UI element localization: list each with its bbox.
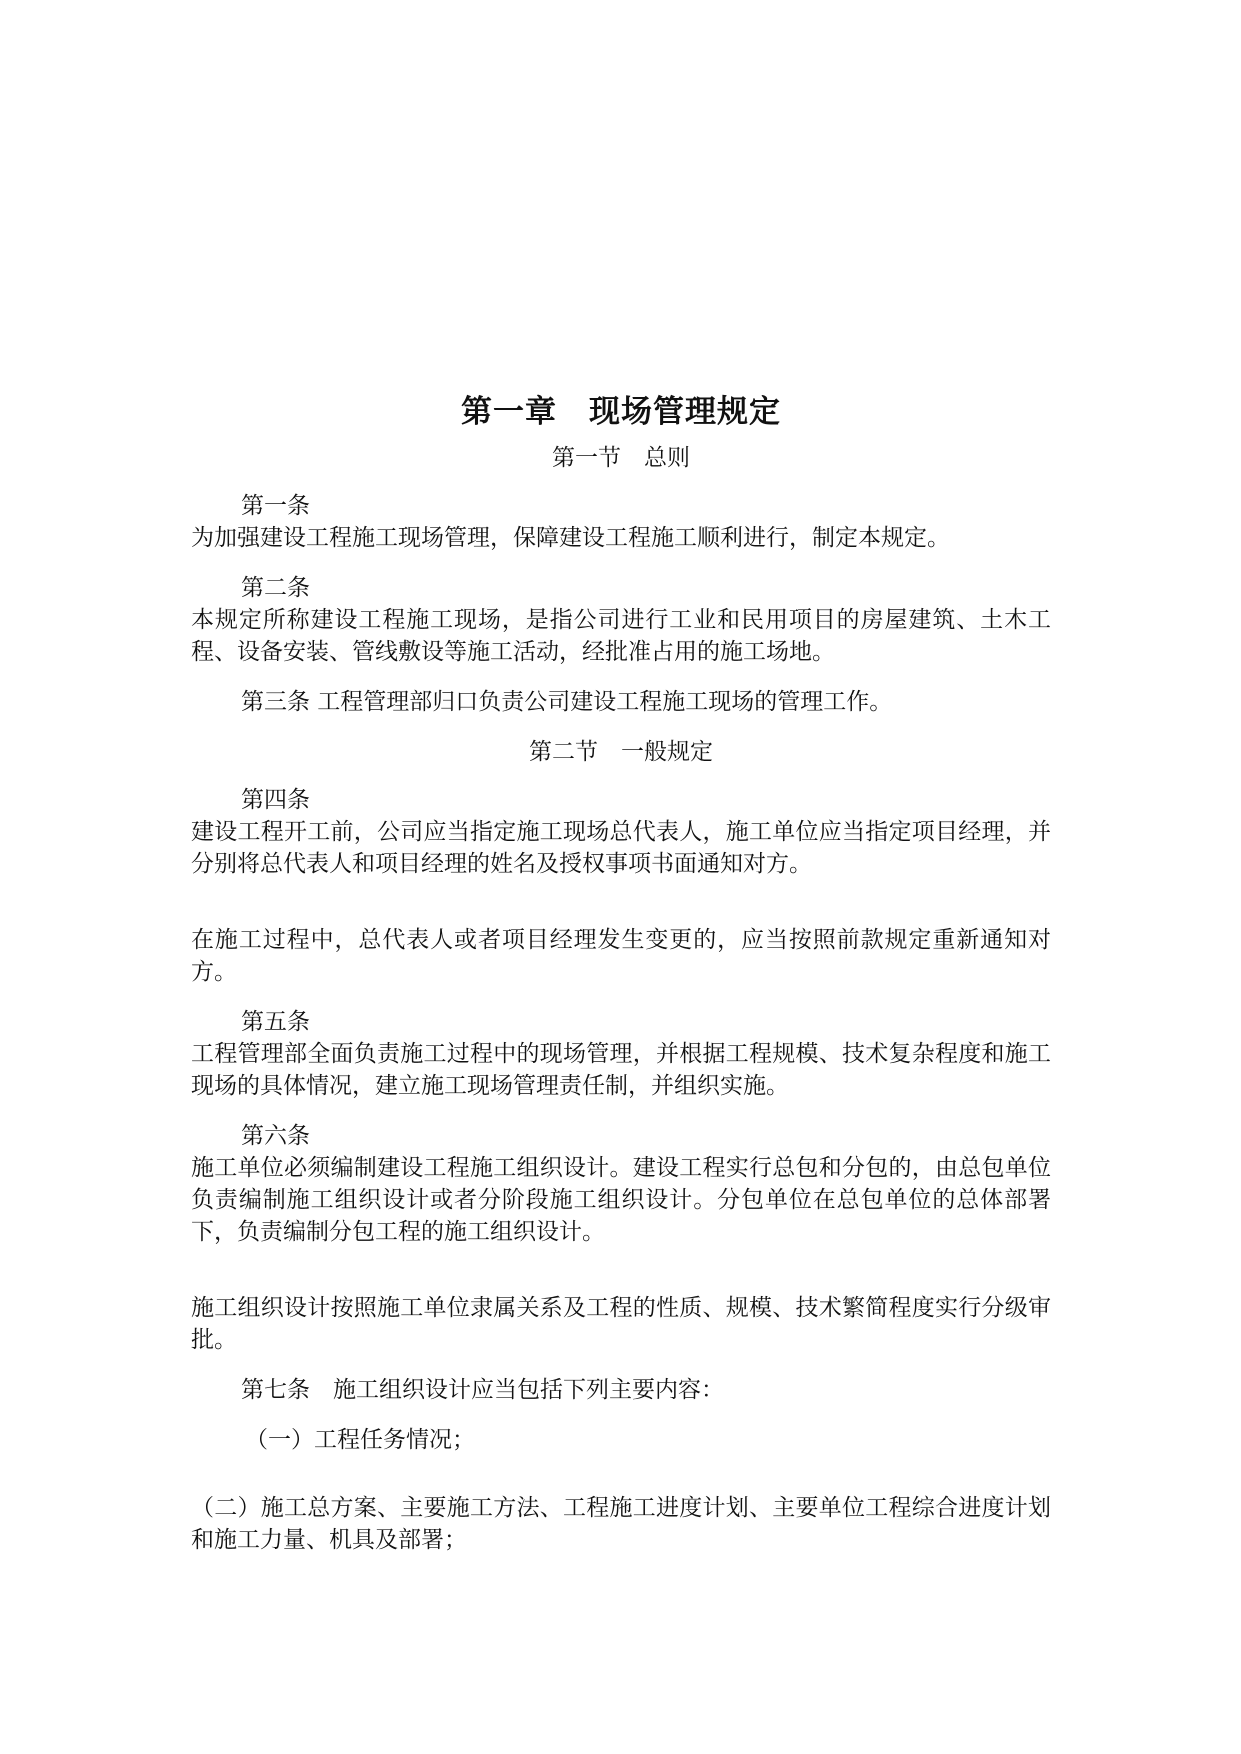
section-title-1: 第一节 总则 (552, 445, 690, 471)
article-4-label: 第四条 (241, 787, 310, 813)
article-4-text-2: 在施工过程中，总代表人或者项目经理发生变更的，应当按照前款规定重新通知对方。 (191, 927, 1051, 985)
chapter-title: 第一章 现场管理规定 (461, 394, 781, 430)
article-7-text: 第七条 施工组织设计应当包括下列主要内容： (241, 1377, 724, 1403)
article-4-text: 建设工程开工前，公司应当指定施工现场总代表人，施工单位应当指定项目经理，并分别将总代表人和项目经理的姓名及授权事项书面通知对方。 (191, 819, 1051, 877)
article-1-text: 为加强建设工程施工现场管理，保障建设工程施工顺利进行，制定本规定。 (191, 525, 950, 551)
article-3-text: 第三条 工程管理部归口负责公司建设工程施工现场的管理工作。 (241, 689, 893, 715)
article-7-item-1: （一）工程任务情况； (245, 1427, 475, 1453)
article-5-label: 第五条 (241, 1009, 310, 1035)
article-2-text: 本规定所称建设工程施工现场，是指公司进行工业和民用项目的房屋建筑、土木工程、设备安装、管线敷设等施工活动，经批准占用的施工场地。 (191, 607, 1051, 665)
section-title-2: 第二节 一般规定 (529, 739, 713, 765)
article-1-label: 第一条 (241, 493, 310, 519)
article-7-item-2: （二）施工总方案、主要施工方法、工程施工进度计划、主要单位工程综合进度计划和施工力量、机具及部署； (191, 1495, 1051, 1553)
article-5-text: 工程管理部全面负责施工过程中的现场管理，并根据工程规模、技术复杂程度和施工现场的具体情况，建立施工现场管理责任制，并组织实施。 (191, 1041, 1051, 1099)
article-6-text: 施工单位必须编制建设工程施工组织设计。建设工程实行总包和分包的，由总包单位负责编制施工组织设计或者分阶段施工组织设计。分包单位在总包单位的总体部署下，负责编制分包工程的施工组织设计。 (191, 1155, 1051, 1245)
article-6-text-2: 施工组织设计按照施工单位隶属关系及工程的性质、规模、技术繁简程度实行分级审批。 (191, 1295, 1051, 1353)
article-2-label: 第二条 (241, 575, 310, 601)
document-body (191, 392, 1051, 1574)
article-6-label: 第六条 (241, 1123, 310, 1149)
